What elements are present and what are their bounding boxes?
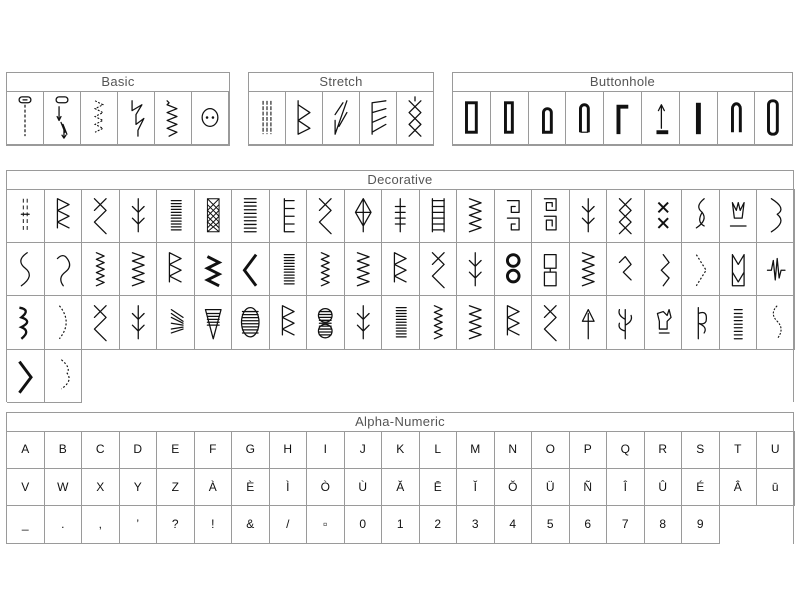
bh-bar-svg	[680, 91, 717, 144]
stitch-deco-square-link-icon[interactable]	[532, 243, 570, 297]
deco-cross-y-svg	[345, 243, 382, 296]
stitch-deco-heart-icon[interactable]	[682, 296, 720, 350]
alpha-char-cell[interactable]: !	[195, 506, 233, 544]
deco-circle-chain-svg	[495, 243, 532, 296]
stitch-bh-round-icon[interactable]	[566, 91, 604, 145]
alpha-char-cell[interactable]: T	[720, 431, 758, 469]
stitch-bh-bar-corner-icon[interactable]	[604, 91, 642, 145]
stitch-slant-feather-icon[interactable]	[360, 91, 397, 145]
bh-keyhole-svg	[529, 91, 566, 144]
stitch-deco-bowtie-icon[interactable]	[307, 243, 345, 297]
deco-satin-wave-svg	[495, 296, 532, 349]
alpha-numeric-section	[6, 412, 794, 544]
slant-overcast-svg	[323, 91, 359, 144]
deco-comb-svg	[270, 189, 307, 242]
stitch-blind-hem-icon[interactable]	[118, 91, 155, 145]
alpha-char-cell[interactable]: V	[7, 469, 45, 507]
deco-bone-cross-svg	[382, 189, 419, 242]
stitch-deco-wave-fan-icon[interactable]	[270, 296, 308, 350]
alpha-char-cell[interactable]: Ù	[345, 469, 383, 507]
stitch-deco-chev-bold-icon[interactable]	[420, 296, 458, 350]
stitch-deco-scroll-fill-icon[interactable]	[7, 296, 45, 350]
deco-x-loop-svg	[420, 243, 457, 296]
deco-crosshatch-svg	[195, 189, 232, 242]
alpha-char-cell[interactable]: &	[232, 506, 270, 544]
deco-vee-box-svg	[720, 243, 757, 296]
stitch-triple-straight-icon[interactable]	[249, 91, 286, 145]
stitch-deco-vee-box-icon[interactable]	[720, 243, 758, 297]
stitch-deco-dashed-arc-icon[interactable]	[45, 296, 83, 350]
honeycomb-svg	[397, 91, 433, 144]
deco-arrow-up-svg	[570, 296, 607, 349]
deco-square-link-svg	[532, 243, 569, 296]
stitch-deco-dash-bars-icon[interactable]	[7, 189, 45, 243]
stitch-deco-meander-icon[interactable]	[532, 189, 570, 243]
stitch-deco-zz-narrow-icon[interactable]	[645, 243, 683, 297]
deco-x-chain-svg	[607, 189, 644, 242]
section-title-buttonhole: Buttonhole	[453, 73, 792, 92]
alpha-char-cell[interactable]: Â	[720, 469, 758, 507]
alpha-char-cell[interactable]: 1	[382, 506, 420, 544]
needle-left-straight-svg	[7, 91, 43, 144]
alpha-char-cell[interactable]: B	[45, 431, 83, 469]
stitch-deco-zig-satin-icon[interactable]	[532, 296, 570, 350]
stitch-deco-diamond-wave-icon[interactable]	[457, 243, 495, 297]
stitch-honeycomb-icon[interactable]	[397, 91, 434, 145]
alpha-char-cell[interactable]: À	[195, 469, 233, 507]
stitch-deco-stack-right-icon[interactable]	[120, 296, 158, 350]
deco-star-flake-svg	[82, 243, 119, 296]
stitch-deco-slant-triangles-icon[interactable]	[120, 189, 158, 243]
stitch-deco-zig-column-icon[interactable]	[45, 189, 83, 243]
stitch-elastic-zigzag-icon[interactable]	[155, 91, 192, 145]
bh-rounded-end-svg	[718, 91, 755, 144]
buttonhole-section	[452, 72, 793, 146]
alpha-char-cell[interactable]: Ē	[420, 469, 458, 507]
stitch-deco-leaf-sprig-icon[interactable]	[607, 296, 645, 350]
stitch-deco-branch-icon[interactable]	[382, 243, 420, 297]
stitch-deco-dart-icon[interactable]	[607, 243, 645, 297]
deco-slant-triangles-svg	[120, 189, 157, 242]
deco-triangle-zag-svg	[457, 189, 494, 242]
deco-meander-svg	[532, 189, 569, 242]
alpha-char-cell[interactable]: Î	[607, 469, 645, 507]
stitch-deco-arc-icon[interactable]	[757, 189, 795, 243]
bh-narrow-svg	[491, 91, 528, 144]
deco-curl-svg	[45, 243, 82, 296]
alpha-char-cell[interactable]: 5	[532, 506, 570, 544]
deco-arrow-chevrons-svg	[157, 189, 194, 242]
bh-arrow-svg	[642, 91, 679, 144]
alpha-char-cell[interactable]: ,	[82, 506, 120, 544]
basic-section	[6, 72, 230, 146]
deco-dog-svg	[645, 296, 682, 349]
stitch-bh-stretch-icon[interactable]	[755, 91, 793, 145]
alpha-char-cell[interactable]: Ò	[307, 469, 345, 507]
alpha-char-cell[interactable]: G	[232, 431, 270, 469]
stitch-deco-x-loop-icon[interactable]	[420, 243, 458, 297]
alpha-char-cell[interactable]: Ŏ	[495, 469, 533, 507]
section-title-stretch: Stretch	[249, 73, 433, 92]
alpha-char-cell[interactable]: Ü	[532, 469, 570, 507]
alpha-char-cell[interactable]: H	[270, 431, 308, 469]
deco-starburst-svg	[157, 296, 194, 349]
alpha-char-cell[interactable]: 9	[682, 506, 720, 544]
deco-pinwheel-svg	[120, 243, 157, 296]
alpha-char-cell[interactable]: ’	[120, 506, 158, 544]
stitch-deco-triangle-zag-icon[interactable]	[457, 189, 495, 243]
alpha-char-cell[interactable]: U	[757, 431, 795, 469]
alpha-char-cell[interactable]: X	[82, 469, 120, 507]
stitch-button-sew-icon[interactable]	[192, 91, 229, 145]
bh-stretch-svg	[755, 91, 792, 144]
alpha-char-cell[interactable]: N	[495, 431, 533, 469]
alpha-char-cell[interactable]: Y	[120, 469, 158, 507]
alpha-char-cell[interactable]: R	[645, 431, 683, 469]
bh-standard-svg	[453, 91, 490, 144]
stitch-deco-dashed-chevron-icon[interactable]	[682, 243, 720, 297]
stitch-slant-overcast-icon[interactable]	[323, 91, 360, 145]
alpha-char-cell[interactable]: F	[195, 431, 233, 469]
rick-rack-svg	[286, 91, 322, 144]
stitch-deco-tulip-icon[interactable]	[720, 189, 758, 243]
alpha-char-cell[interactable]: Û	[645, 469, 683, 507]
stitch-deco-crosshatch-icon[interactable]	[195, 189, 233, 243]
stitch-deco-diamond-x-icon[interactable]	[345, 189, 383, 243]
section-title-basic: Basic	[7, 73, 229, 92]
deco-dart-svg	[607, 243, 644, 296]
stitch-deco-bone-cross-icon[interactable]	[382, 189, 420, 243]
alpha-char-cell[interactable]: _	[7, 506, 45, 544]
alpha-char-cell[interactable]: Ì	[270, 469, 308, 507]
stitch-deco-comb-icon[interactable]	[270, 189, 308, 243]
stitch-deco-funnel-icon[interactable]	[195, 296, 233, 350]
alpha-char-cell[interactable]: 3	[457, 506, 495, 544]
stitch-deco-starburst-icon[interactable]	[157, 296, 195, 350]
stitch-deco-tree-icon[interactable]	[157, 243, 195, 297]
deco-x-lattice-svg	[570, 243, 607, 296]
bh-round-svg	[566, 91, 603, 144]
stitch-deco-fan-left-icon[interactable]	[82, 296, 120, 350]
stitch-deco-spool-icon[interactable]	[720, 296, 758, 350]
stitch-deco-oval-fill-icon[interactable]	[307, 296, 345, 350]
alpha-char-cell[interactable]: Ă	[382, 469, 420, 507]
stitch-bh-keyhole-icon[interactable]	[529, 91, 567, 145]
deco-dash-bars-svg	[7, 189, 44, 242]
stitch-deco-stair-right-icon[interactable]	[345, 296, 383, 350]
three-step-zigzag-svg	[81, 91, 117, 144]
stitch-deco-cross-y-icon[interactable]	[345, 243, 383, 297]
stitch-deco-dashed-curve-icon[interactable]	[45, 350, 83, 404]
stitch-deco-curl-icon[interactable]	[45, 243, 83, 297]
deco-ladder-svg	[420, 189, 457, 242]
alpha-char-cell[interactable]: J	[345, 431, 383, 469]
deco-stair-right-svg	[345, 296, 382, 349]
deco-scroll-fill-svg	[7, 296, 44, 349]
stitch-deco-chevron-bold-icon[interactable]	[7, 350, 45, 404]
alpha-char-cell[interactable]: /	[270, 506, 308, 544]
deco-diamond-wave-svg	[457, 243, 494, 296]
stitch-rick-rack-icon[interactable]	[286, 91, 323, 145]
stitch-bh-rounded-end-icon[interactable]	[718, 91, 756, 145]
alpha-char-cell[interactable]: K	[382, 431, 420, 469]
alpha-char-cell[interactable]: É	[682, 469, 720, 507]
deco-bold-z-svg	[195, 243, 232, 296]
stitch-bh-standard-icon[interactable]	[453, 91, 491, 145]
needle-zigzag-bartack-svg	[44, 91, 80, 144]
deco-branch-svg	[382, 243, 419, 296]
alpha-char-cell[interactable]: 0	[345, 506, 383, 544]
deco-x-small-svg	[645, 189, 682, 242]
blind-hem-svg	[118, 91, 154, 144]
deco-tree-svg	[157, 243, 194, 296]
alpha-char-cell[interactable]: D	[120, 431, 158, 469]
deco-chev-bold-svg	[420, 296, 457, 349]
deco-chevron-bold-svg	[7, 350, 44, 403]
deco-bowtie-svg	[307, 243, 344, 296]
alpha-char-cell[interactable]: ▫	[307, 506, 345, 544]
alpha-char-cell[interactable]: L	[420, 431, 458, 469]
deco-stack-right-svg	[120, 296, 157, 349]
stitch-deco-ecg-icon[interactable]	[757, 243, 795, 297]
stitch-deco-bolt-icon[interactable]	[307, 189, 345, 243]
stitch-deco-arrow-up-icon[interactable]	[570, 296, 608, 350]
stitch-bh-narrow-icon[interactable]	[491, 91, 529, 145]
deco-funnel-svg	[195, 296, 232, 349]
stitch-deco-greek-key-icon[interactable]	[495, 189, 533, 243]
stitch-deco-diamond-lines-icon[interactable]	[270, 243, 308, 297]
deco-tulip-svg	[720, 189, 757, 242]
stitch-deco-circle-chain-icon[interactable]	[495, 243, 533, 297]
deco-zig-satin-svg	[532, 296, 569, 349]
stitch-deco-block-step-icon[interactable]	[382, 296, 420, 350]
bh-bar-corner-svg	[604, 91, 641, 144]
deco-dashed-chevron-svg	[682, 243, 719, 296]
alpha-char-cell[interactable]: È	[232, 469, 270, 507]
alpha-char-cell[interactable]: P	[570, 431, 608, 469]
deco-leaf-loop-svg	[682, 189, 719, 242]
alpha-char-cell[interactable]: .	[45, 506, 83, 544]
deco-leaf-sprig-svg	[607, 296, 644, 349]
elastic-zigzag-svg	[155, 91, 191, 144]
alpha-char-cell[interactable]: A	[7, 431, 45, 469]
stitch-deco-leaf-loop-icon[interactable]	[682, 189, 720, 243]
deco-oval-fill-svg	[307, 296, 344, 349]
stitch-deco-bead-icon[interactable]	[232, 296, 270, 350]
stitch-deco-zig-bold-narrow-icon[interactable]	[457, 296, 495, 350]
section-title-decorative: Decorative	[7, 171, 793, 190]
alpha-char-cell[interactable]: 8	[645, 506, 683, 544]
deco-fan-left-svg	[82, 296, 119, 349]
alpha-char-cell[interactable]: Q	[607, 431, 645, 469]
stitch-deco-x-small-icon[interactable]	[645, 189, 683, 243]
stitch-deco-horizontal-lines-icon[interactable]	[232, 189, 270, 243]
stitch-deco-bold-lt-icon[interactable]	[232, 243, 270, 297]
stitch-deco-bold-z-icon[interactable]	[195, 243, 233, 297]
alpha-char-cell[interactable]: Z	[157, 469, 195, 507]
deco-wave-s-svg	[7, 243, 44, 296]
alpha-char-cell[interactable]: S	[682, 431, 720, 469]
stitch-deco-dog-icon[interactable]	[645, 296, 683, 350]
button-sew-svg	[192, 91, 228, 144]
deco-bead-svg	[232, 296, 269, 349]
deco-wave-fan-svg	[270, 296, 307, 349]
triple-straight-svg	[249, 91, 285, 144]
stitch-deco-x-lattice-icon[interactable]	[570, 243, 608, 297]
decorative-section	[6, 170, 794, 402]
deco-triangle-stack-svg	[82, 189, 119, 242]
alpha-char-cell[interactable]: M	[457, 431, 495, 469]
deco-horizontal-lines-svg	[232, 189, 269, 242]
deco-spool-svg	[720, 296, 757, 349]
alpha-char-cell[interactable]: O	[532, 431, 570, 469]
deco-zig-column-svg	[45, 189, 82, 242]
deco-lace-wave-svg	[757, 296, 794, 349]
alpha-char-cell[interactable]: E	[157, 431, 195, 469]
stitch-bh-arrow-icon[interactable]	[642, 91, 680, 145]
deco-bolt-svg	[307, 189, 344, 242]
alpha-char-cell[interactable]: 7	[607, 506, 645, 544]
alpha-char-cell[interactable]: Ĭ	[457, 469, 495, 507]
deco-ecg-svg	[757, 243, 794, 296]
deco-block-step-svg	[382, 296, 419, 349]
alpha-char-cell[interactable]: 6	[570, 506, 608, 544]
stitch-deco-satin-wave-icon[interactable]	[495, 296, 533, 350]
stitch-needle-zigzag-bartack-icon[interactable]	[44, 91, 81, 145]
stitch-deco-star-flake-icon[interactable]	[82, 243, 120, 297]
stitch-three-step-zigzag-icon[interactable]	[81, 91, 118, 145]
deco-zig-bold-svg	[570, 189, 607, 242]
alpha-char-cell[interactable]: I	[307, 431, 345, 469]
stitch-deco-pinwheel-icon[interactable]	[120, 243, 158, 297]
slant-feather-svg	[360, 91, 396, 144]
stitch-deco-ladder-icon[interactable]	[420, 189, 458, 243]
alpha-char-cell[interactable]: 4	[495, 506, 533, 544]
deco-arc-svg	[757, 189, 794, 242]
alpha-char-cell[interactable]: C	[82, 431, 120, 469]
alpha-char-cell[interactable]: Ñ	[570, 469, 608, 507]
deco-heart-svg	[682, 296, 719, 349]
alpha-char-cell[interactable]: W	[45, 469, 83, 507]
deco-dashed-curve-svg	[45, 350, 82, 403]
section-title-alpha-numeric: Alpha-Numeric	[7, 413, 793, 432]
stitch-deco-zig-bold-icon[interactable]	[570, 189, 608, 243]
stitch-bh-bar-icon[interactable]	[680, 91, 718, 145]
deco-diamond-x-svg	[345, 189, 382, 242]
alpha-char-cell[interactable]: ū	[757, 469, 795, 507]
stitch-deco-lace-wave-icon[interactable]	[757, 296, 795, 350]
stretch-section	[248, 72, 434, 146]
deco-bold-lt-svg	[232, 243, 269, 296]
stitch-deco-x-chain-icon[interactable]	[607, 189, 645, 243]
alpha-char-cell[interactable]: 2	[420, 506, 458, 544]
deco-zz-narrow-svg	[645, 243, 682, 296]
deco-dashed-arc-svg	[45, 296, 82, 349]
stitch-needle-left-straight-icon[interactable]	[7, 91, 44, 145]
stitch-deco-triangle-stack-icon[interactable]	[82, 189, 120, 243]
deco-diamond-lines-svg	[270, 243, 307, 296]
stitch-deco-wave-s-icon[interactable]	[7, 243, 45, 297]
alpha-char-cell[interactable]: ?	[157, 506, 195, 544]
stitch-deco-arrow-chevrons-icon[interactable]	[157, 189, 195, 243]
deco-zig-bold-narrow-svg	[457, 296, 494, 349]
deco-greek-key-svg	[495, 189, 532, 242]
